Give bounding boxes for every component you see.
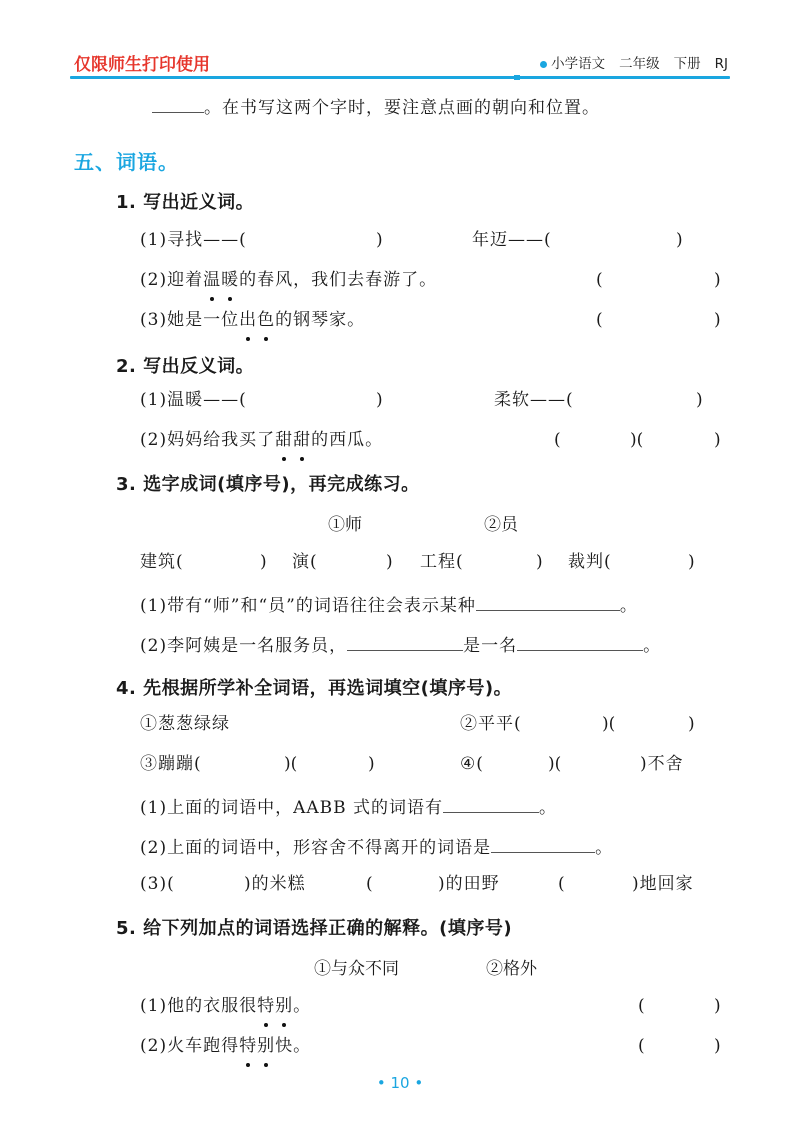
emphasized-char: 别 <box>275 996 294 1016</box>
q2-item2: (2)妈妈给我买了甜甜的西瓜。 <box>140 430 384 450</box>
grade-label: 二年级 <box>619 56 660 72</box>
answer-paren-close: ) <box>688 552 695 572</box>
answer-paren-close: ) <box>714 310 721 330</box>
answer-paren-close: ) <box>714 1036 721 1056</box>
answer-paren-close: ) <box>376 390 383 410</box>
q2-item1-right: 柔软——( <box>494 390 574 410</box>
answer-paren-close: ) <box>368 754 375 774</box>
q3-word-2: 演( <box>292 552 318 572</box>
emphasized-char: 温 <box>203 270 222 290</box>
q1-item1-right: 年迈——( <box>472 230 552 250</box>
q3-word-4: 裁判( <box>568 552 612 572</box>
answer-paren-pair: )( <box>630 430 644 450</box>
bullet-dot-icon <box>540 61 547 68</box>
section-title: 五、词语。 <box>74 150 179 174</box>
question-2-title: 2. 写出反义词。 <box>116 356 255 377</box>
answer-paren-open: ( <box>596 310 603 330</box>
q4-sub3-a: (3)( <box>140 874 175 894</box>
emphasized-char: 色 <box>257 310 276 330</box>
q2-item1-left: (1)温暖——( <box>140 390 247 410</box>
q5-option-2: ②格外 <box>486 959 537 979</box>
q4-sub3-b2: )的田野 <box>438 874 500 894</box>
q5-sentence-1: (1)他的衣服很特别。 <box>140 996 312 1016</box>
q4-word-b: ②平平( <box>460 714 522 734</box>
answer-paren-open: ( <box>596 270 603 290</box>
q4-word-c: ③蹦蹦( <box>140 754 202 774</box>
answer-paren-pair: )( <box>602 714 616 734</box>
answer-paren-open: ( <box>638 1036 645 1056</box>
emphasized-char: 甜 <box>293 430 312 450</box>
q3-option-2: ②员 <box>484 515 518 535</box>
page-number: • 10 • <box>376 1074 424 1092</box>
q1-item2: (2)迎着温暖的春风，我们去春游了。 <box>140 270 438 290</box>
emphasized-char: 暖 <box>221 270 240 290</box>
emphasized-char: 出 <box>239 310 258 330</box>
answer-paren-open: ( <box>558 874 565 894</box>
answer-paren-close: ) <box>714 996 721 1016</box>
answer-paren-close: ) <box>688 714 695 734</box>
q1-item3: (3)她是一位出色的钢琴家。 <box>140 310 366 330</box>
print-notice: 仅限师生打印使用 <box>74 55 210 75</box>
answer-paren-close: ) <box>536 552 543 572</box>
emphasized-char: 特 <box>239 1036 258 1056</box>
q3-sub1: (1)带有“师”和“员”的词语往往会表示某种 。 <box>140 592 638 618</box>
emphasized-char: 特 <box>257 996 276 1016</box>
header-divider <box>70 76 730 79</box>
q3-word-3: 工程( <box>420 552 464 572</box>
q3-word-1: 建筑( <box>140 552 184 572</box>
emphasized-char: 甜 <box>275 430 294 450</box>
question-3-title: 3. 选字成词(填序号)，再完成练习。 <box>116 474 420 495</box>
answer-paren-open: ( <box>554 430 561 450</box>
subject-label: 小学语文 <box>551 56 606 72</box>
answer-blank[interactable] <box>491 834 595 853</box>
q1-item1-close: ) <box>376 230 383 250</box>
answer-blank[interactable] <box>347 632 463 651</box>
answer-paren-open: ( <box>638 996 645 1016</box>
q3-sub2: (2)李阿姨是一名服务员， 是一名 。 <box>140 632 661 658</box>
question-1-title: 1. 写出近义词。 <box>116 192 255 213</box>
q4-word-d-end: )不舍 <box>640 754 684 774</box>
answer-paren-pair: )( <box>548 754 562 774</box>
answer-paren-open: ( <box>366 874 373 894</box>
answer-blank[interactable] <box>443 794 539 813</box>
q5-sentence-2: (2)火车跑得特别快。 <box>140 1036 312 1056</box>
answer-blank[interactable] <box>517 632 643 651</box>
answer-paren-close: ) <box>714 270 721 290</box>
edition-label: RJ <box>714 56 728 72</box>
answer-blank[interactable] <box>152 94 204 113</box>
q4-word-d: ④( <box>460 754 484 774</box>
intro-line <box>152 94 600 120</box>
volume-label: 下册 <box>673 56 701 72</box>
q4-sub3-c2: )地回家 <box>632 874 694 894</box>
q1-item1-left: (1)寻找——( <box>140 230 247 250</box>
book-info <box>540 52 728 72</box>
answer-paren-pair: )( <box>284 754 298 774</box>
answer-paren-close: ) <box>386 552 393 572</box>
q4-sub3-a2: )的米糕 <box>244 874 306 894</box>
q4-sub1: (1)上面的词语中，AABB 式的词语有 。 <box>140 794 557 820</box>
answer-paren-close: ) <box>260 552 267 572</box>
q3-option-1: ①师 <box>328 515 362 535</box>
question-4-title: 4. 先根据所学补全词语，再选词填空(填序号)。 <box>116 678 513 699</box>
q5-option-1: ①与众不同 <box>314 959 399 979</box>
answer-paren-close: ) <box>696 390 703 410</box>
answer-blank[interactable] <box>476 592 620 611</box>
emphasized-char: 别 <box>257 1036 276 1056</box>
q1-item2-close: ) <box>676 230 683 250</box>
question-5-title: 5. 给下列加点的词语选择正确的解释。(填序号) <box>116 918 513 939</box>
answer-paren-close: ) <box>714 430 721 450</box>
q4-sub2: (2)上面的词语中，形容舍不得离开的词语是 。 <box>140 834 613 860</box>
page-header <box>0 0 800 82</box>
q4-word-a: ①葱葱绿绿 <box>140 714 230 734</box>
intro-text: 。在书写这两个字时，要注意点画的朝向和位置。 <box>204 98 600 118</box>
